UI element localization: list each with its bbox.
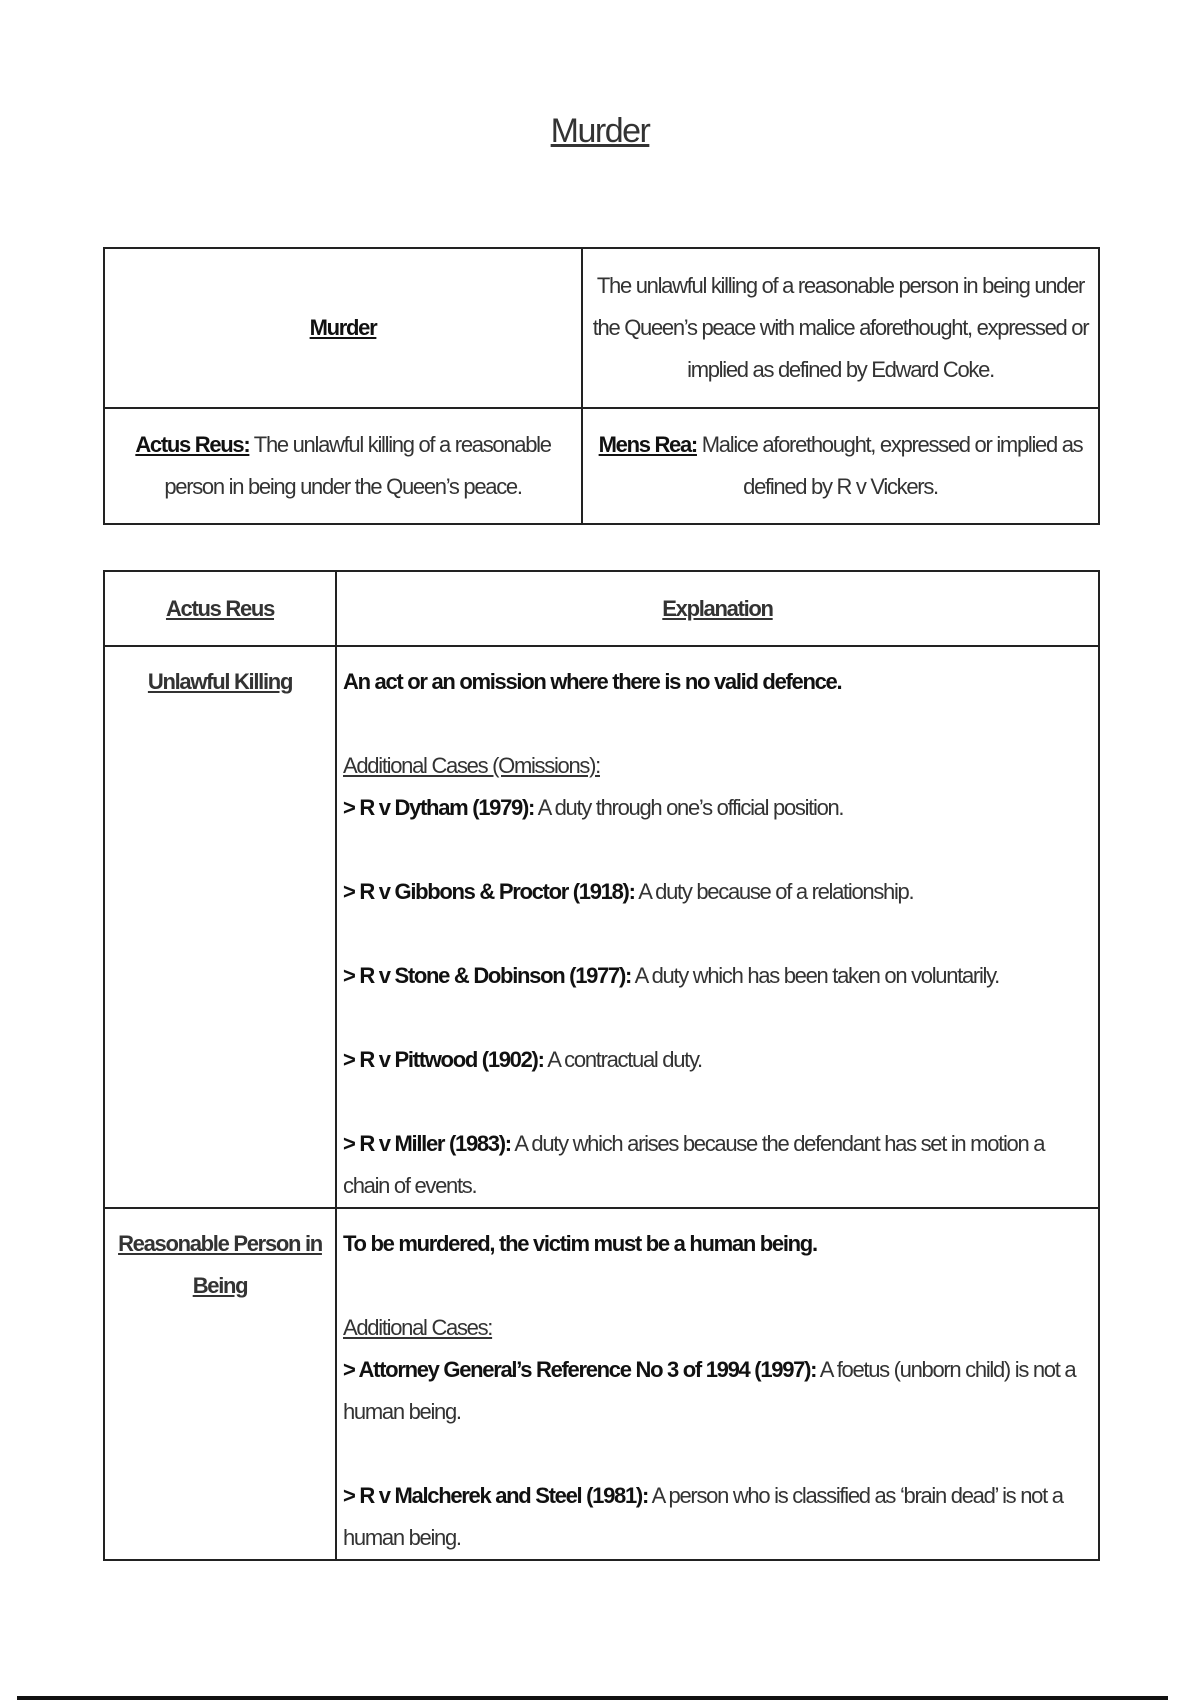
case-item <box>343 1475 1092 1559</box>
case-name: > R v Dytham (1979): <box>343 795 535 820</box>
term-cell <box>104 248 582 408</box>
cases-heading: Additional Cases (Omissions): <box>343 753 600 778</box>
page-title: Murder <box>550 112 650 150</box>
mens-rea-label: Mens Rea: <box>598 432 697 457</box>
actus-reus-text: The unlawful killing of a reasonable person in being under the Queen’s peace. <box>164 432 551 499</box>
case-name: > Attorney General’s Reference No 3 of 1994 (1997): <box>343 1357 817 1382</box>
summary-table <box>103 247 1100 525</box>
summary-row-definition <box>104 248 1099 408</box>
actus-reus-label: Actus Reus: <box>135 432 250 457</box>
case-text: A duty which has been taken on voluntarily. <box>631 963 999 988</box>
table-header-row <box>104 571 1099 646</box>
case-text: A person who is classified as ‘brain dead’ is not a human being. <box>343 1483 1063 1550</box>
definition: The unlawful killing of a reasonable person in being under the Queen’s peace with malice aforethought, expressed or implied as defined by Edward Coke. <box>592 273 1089 382</box>
case-item <box>343 871 1092 913</box>
column-header: Explanation <box>336 571 1099 646</box>
element-cell: Unlawful Killing <box>104 646 336 1208</box>
case-name: > R v Miller (1983): <box>343 1131 511 1156</box>
case-name: > R v Pittwood (1902): <box>343 1047 544 1072</box>
case-item <box>343 1349 1092 1433</box>
cases-heading: Additional Cases: <box>343 1315 493 1340</box>
case-item <box>343 1039 1092 1081</box>
case-name: > R v Malcherek and Steel (1981): <box>343 1483 648 1508</box>
case-text: A duty which arises because the defendant has set in motion a chain of events. <box>343 1131 1045 1198</box>
statement: To be murdered, the victim must be a human being. <box>343 1231 817 1256</box>
explanation-cell <box>336 1208 1099 1560</box>
detail-table <box>103 570 1100 1561</box>
case-item <box>343 955 1092 997</box>
summary-row-elements <box>104 408 1099 524</box>
case-name: > R v Gibbons & Proctor (1918): <box>343 879 635 904</box>
element-cell: Reasonable Person in Being <box>104 1208 336 1560</box>
case-text: A duty through one’s official position. <box>534 795 844 820</box>
case-text: A contractual duty. <box>543 1047 702 1072</box>
mens-rea-cell <box>582 408 1099 524</box>
term: Murder <box>309 315 377 340</box>
explanation-cell <box>336 646 1099 1208</box>
case-text: A duty because of a relationship. <box>634 879 914 904</box>
table-row <box>104 1208 1099 1560</box>
table-row <box>104 646 1099 1208</box>
mens-rea-text: Malice aforethought, expressed or implied as defined by R v Vickers. <box>696 432 1083 499</box>
footer-divider <box>17 1696 1168 1700</box>
statement: An act or an omission where there is no valid defence. <box>343 669 842 694</box>
case-text: A foetus (unborn child) is not a human being. <box>343 1357 1076 1424</box>
case-item <box>343 787 1092 829</box>
definition-cell <box>582 248 1099 408</box>
case-item <box>343 1123 1092 1207</box>
column-header: Actus Reus <box>104 571 336 646</box>
case-name: > R v Stone & Dobinson (1977): <box>343 963 631 988</box>
actus-reus-cell <box>104 408 582 524</box>
